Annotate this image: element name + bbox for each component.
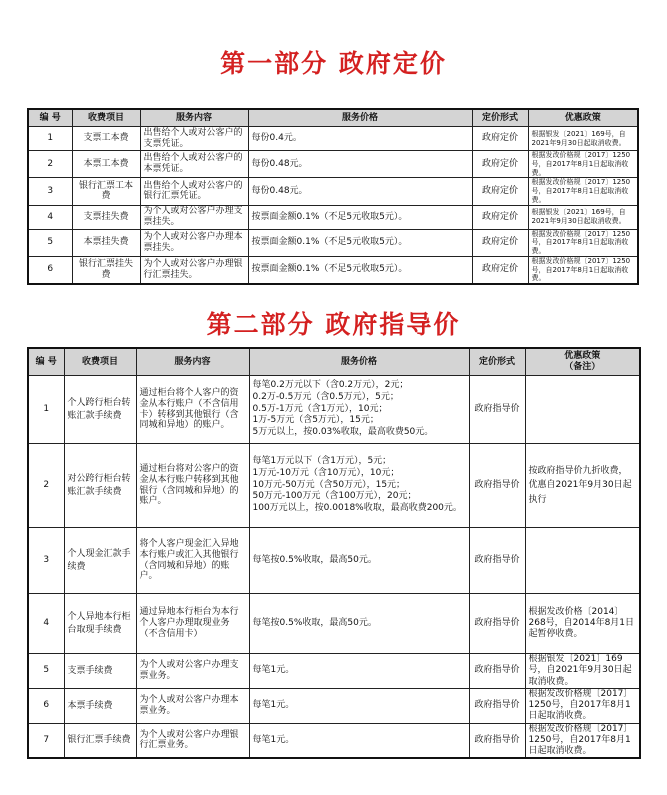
row-form: 政府指导价 [469,444,525,528]
header-policy: 优惠政策 [528,109,638,127]
row-form: 政府定价 [472,151,528,178]
row-no: 5 [28,229,72,256]
row-no: 3 [28,178,72,205]
row-content: 为个人或对公客户办理本票业务。 [136,688,249,723]
row-content: 将个人客户现金汇入异地本行账户或汇入其他银行（含同城和异地）的账户。 [136,528,249,594]
row-no: 2 [28,444,64,528]
row-policy: 根据发改价格规〔2017〕1250号，自2017年8月1日起取消收费。 [528,151,638,178]
row-no: 7 [28,723,64,758]
price-line: 100万元以上，按0.0018%收取，最高收费200元。 [252,503,462,514]
table-row [28,151,638,178]
row-item: 银行汇票工本费 [72,178,140,205]
table-header-row [28,348,640,376]
row-item: 银行汇票手续费 [64,723,136,758]
row-form: 政府指导价 [469,654,525,689]
row-no: 1 [28,376,64,444]
table-row [28,229,638,256]
table-row [28,723,640,758]
header-policy-label: 优惠政策 [564,351,601,362]
row-policy: 根据发改价格规〔2017〕1250号，自2017年8月1日起取消收费。 [525,723,640,758]
row-policy: 根据发改价格规〔2017〕1250号，自2017年8月1日起取消收费。 [525,688,640,723]
price-line: 每笔按0.5%收取，最高50元。 [252,617,377,628]
row-item: 个人现金汇款手续费 [64,528,136,594]
header-price: 服务价格 [248,109,472,127]
row-form: 政府定价 [472,229,528,256]
row-price [249,594,469,654]
row-no: 3 [28,528,64,594]
row-item: 支票挂失费 [72,205,140,229]
row-form: 政府定价 [472,205,528,229]
row-price: 每份0.48元。 [248,151,472,178]
row-no: 5 [28,654,64,689]
price-line: 1万元-10万元（含10万元），10元； [252,467,400,478]
row-price: 每份0.48元。 [248,178,472,205]
table-row [28,376,640,444]
price-line: 50万元-100万元（含100万元），20元； [252,491,417,502]
row-policy: 根据发改价格规〔2017〕1250号，自2017年8月1日起取消收费。 [528,229,638,256]
header-policy [525,348,640,376]
row-item: 支票工本费 [72,127,140,151]
price-line: 每笔1元。 [252,734,295,745]
row-no: 4 [28,594,64,654]
row-form: 政府指导价 [469,688,525,723]
price-line: 0.2万-0.5万元（含0.5万元），5元； [252,391,399,402]
row-no: 4 [28,205,72,229]
header-form: 定价形式 [469,348,525,376]
row-content: 为个人或对公客户办理本票挂失。 [140,229,248,256]
row-form: 政府指导价 [469,376,525,444]
price-line: 每笔0.2万元以下（含0.2万元），2元； [252,380,409,391]
part2-title: 第二部分 政府指导价 [206,310,461,339]
price-line: 1万-5万元（含5万元），15元； [252,415,379,426]
row-price: 按票面金额0.1%（不足5元收取5元）。 [248,256,472,284]
row-policy: 根据银发〔2021〕169号，自2021年9月30日起取消收费。 [528,127,638,151]
table-row [28,127,638,151]
row-form: 政府指导价 [469,594,525,654]
price-line: 10万元-50万元（含50万元），15元； [252,479,406,490]
government-guided-pricing-table [27,347,641,759]
row-item: 银行汇票挂失费 [72,256,140,284]
row-policy: 根据银发〔2021〕169号，自2021年9月30日起取消收费。 [525,654,640,689]
row-item: 本票工本费 [72,151,140,178]
row-content: 出售给个人或对公客户的支票凭证。 [140,127,248,151]
row-policy [525,376,640,444]
row-price [249,723,469,758]
row-policy: 根据银发〔2021〕169号，自2021年9月30日起取消收费。 [528,205,638,229]
row-form: 政府定价 [472,127,528,151]
row-content: 通过柜台将个人客户的资金从本行账户（不含信用卡）转移到其他银行（含同城和异地）的账户。 [136,376,249,444]
row-price [249,688,469,723]
row-price: 按票面金额0.1%（不足5元收取5元）。 [248,229,472,256]
row-price [249,376,469,444]
header-form: 定价形式 [472,109,528,127]
price-line: 0.5万-1万元（含1万元），10元； [252,403,388,414]
row-content: 为个人或对公客户办理支票业务。 [136,654,249,689]
row-no: 6 [28,688,64,723]
row-form: 政府定价 [472,178,528,205]
row-price: 每份0.4元。 [248,127,472,151]
row-no: 6 [28,256,72,284]
row-price [249,444,469,528]
row-item: 个人异地本行柜台取现手续费 [64,594,136,654]
price-line: 每笔1元。 [252,699,295,710]
row-price [249,654,469,689]
table-row [28,528,640,594]
header-item: 收费项目 [72,109,140,127]
table-row [28,654,640,689]
table-row [28,594,640,654]
price-line: 每笔1万元以下（含1万元），5元； [252,456,392,467]
row-no: 1 [28,127,72,151]
row-item: 支票手续费 [64,654,136,689]
row-content: 为个人或对公客户办理银行汇票挂失。 [140,256,248,284]
government-pricing-table [27,108,639,285]
table-row [28,205,638,229]
header-item: 收费项目 [64,348,136,376]
row-policy: 按政府指导价九折收费，优惠自2021年9月30日起执行 [525,444,640,528]
row-content: 通过柜台将对公客户的资金从本行账户转移到其他银行（含同城和异地）的账户。 [136,444,249,528]
row-content: 出售给个人或对公客户的本票凭证。 [140,151,248,178]
row-item: 个人跨行柜台转账汇款手续费 [64,376,136,444]
row-item: 对公跨行柜台转账汇款手续费 [64,444,136,528]
header-content: 服务内容 [140,109,248,127]
row-item: 本票挂失费 [72,229,140,256]
row-content: 通过异地本行柜台为本行个人客户办理取现业务（不含信用卡） [136,594,249,654]
row-form: 政府定价 [472,256,528,284]
row-policy [525,528,640,594]
table-row [28,256,638,284]
row-price [249,528,469,594]
row-content: 出售给个人或对公客户的银行汇票凭证。 [140,178,248,205]
price-line: 每笔按0.5%收取，最高50元。 [252,554,377,565]
header-no: 编 号 [28,348,64,376]
row-form: 政府指导价 [469,528,525,594]
row-form: 政府指导价 [469,723,525,758]
part1-title: 第一部分 政府定价 [220,49,447,78]
header-content: 服务内容 [136,348,249,376]
row-content: 为个人或对公客户办理支票挂失。 [140,205,248,229]
header-price: 服务价格 [249,348,469,376]
row-item: 本票手续费 [64,688,136,723]
price-line: 每笔1元。 [252,665,295,676]
price-line: 5万元以上，按0.03%收取，最高收费50元。 [252,427,434,438]
table-row [28,444,640,528]
row-policy: 根据发改价格规〔2017〕1250号，自2017年8月1日起取消收费。 [528,178,638,205]
header-no: 编 号 [28,109,72,127]
table-row [28,688,640,723]
row-content: 为个人或对公客户办理银行汇票业务。 [136,723,249,758]
table-row [28,178,638,205]
row-no: 2 [28,151,72,178]
row-policy: 根据发改价格〔2014〕268号，自2014年8月1日起暂停收费。 [525,594,640,654]
header-policy-note: （备注） [564,362,601,372]
table-header-row [28,109,638,127]
row-policy: 根据发改价格规〔2017〕1250号，自2017年8月1日起取消收费。 [528,256,638,284]
row-price: 按票面金额0.1%（不足5元收取5元）。 [248,205,472,229]
